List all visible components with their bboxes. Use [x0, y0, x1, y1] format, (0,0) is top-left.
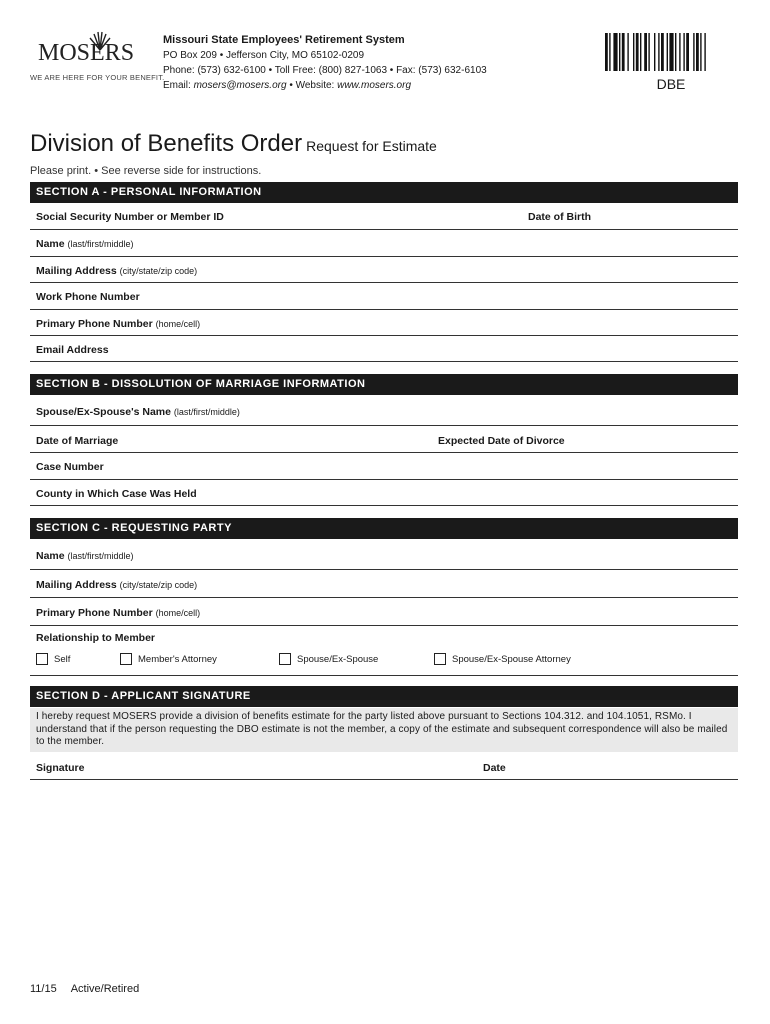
barcode-bar [693, 33, 694, 71]
barcode-bar [679, 33, 680, 71]
org-name: Missouri State Employees' Retirement System [163, 34, 405, 46]
attestation-text: I hereby request MOSERS provide a division of benefits estimate for the party listed above pursuant to Sections 104.312. and 104.1051, RSMo. I understand that if the person requesting the DBO estimate is not the member, a copy of the estimate and subsequent correspondence will also be mailed to the member. [30, 708, 738, 752]
footer [30, 983, 139, 995]
field-requester-name-row[interactable] [30, 539, 738, 570]
barcode-bar [661, 33, 664, 71]
date-marriage-label: Date of Marriage [36, 435, 119, 447]
field-mailing-row[interactable] [30, 257, 738, 283]
name-label: Name (last/first/middle) [36, 238, 134, 250]
barcode-bar [683, 33, 684, 71]
checkbox-spouse-attorney[interactable]: Spouse/Ex-Spouse Attorney [434, 653, 571, 665]
form-status: Active/Retired [70, 983, 140, 995]
field-primary-phone-row[interactable] [30, 310, 738, 336]
email-link[interactable]: mosers@mosers.org [193, 80, 287, 91]
barcode-bar [696, 33, 699, 71]
logo-tagline: WE ARE HERE FOR YOUR BENEFIT. [30, 73, 165, 82]
requester-mailing-label: Mailing Address (city/state/zip code) [36, 579, 198, 591]
relationship-options [30, 653, 738, 673]
requester-name-label: Name (last/first/middle) [36, 550, 134, 562]
barcode-bar [627, 33, 628, 71]
barcode-bar [605, 33, 608, 71]
form-revision: 11/15 [30, 983, 57, 995]
barcode-bar [619, 33, 620, 71]
expected-divorce-label: Expected Date of Divorce [438, 435, 565, 447]
org-email-website [163, 78, 487, 93]
checkbox-spouse-box [279, 653, 291, 665]
barcode-bar [640, 33, 641, 71]
website-label: • Website: [289, 80, 335, 91]
barcode-bar [622, 33, 625, 71]
signature-row[interactable] [30, 752, 738, 780]
barcode-bar [669, 33, 673, 71]
field-email-row[interactable] [30, 336, 738, 362]
barcode-bar [675, 33, 676, 71]
checkbox-spouse[interactable]: Spouse/Ex-Spouse [279, 653, 378, 665]
requester-phone-label: Primary Phone Number (home/cell) [36, 607, 201, 619]
logo-wordmark: MOSERS [38, 40, 135, 66]
section-b-header: SECTION B - DISSOLUTION OF MARRIAGE INFORMATION [30, 374, 738, 395]
checkbox-self[interactable]: Self [36, 653, 70, 665]
signature-date-label: Date [483, 762, 506, 774]
barcode-bar [704, 33, 705, 71]
checkbox-self-box [36, 653, 48, 665]
checkbox-spouse-attorney-box [434, 653, 446, 665]
spouse-label: Spouse/Ex-Spouse's Name (last/first/middle) [36, 406, 240, 418]
field-requester-mailing-row[interactable] [30, 570, 738, 598]
form-code: DBE [656, 76, 686, 92]
field-spouse-row[interactable] [30, 395, 738, 426]
ssn-label: Social Security Number or Member ID [36, 211, 224, 223]
checkbox-attorney-box [120, 653, 132, 665]
mailing-label: Mailing Address (city/state/zip code) [36, 265, 198, 277]
instructions-line: Please print. • See reverse side for instructions. [30, 165, 262, 177]
barcode-bar [636, 33, 639, 71]
field-name-row[interactable] [30, 230, 738, 257]
field-marriage-row[interactable] [30, 426, 738, 453]
barcode-bar [654, 33, 655, 71]
org-contact-block [163, 33, 487, 93]
section-c-header: SECTION C - REQUESTING PARTY [30, 518, 738, 539]
barcode-bar [648, 33, 649, 71]
email-label: Email: [163, 80, 191, 91]
title-main: Division of Benefits Order [30, 130, 303, 157]
relationship-label: Relationship to Member [36, 632, 156, 644]
field-requester-phone-row[interactable] [30, 598, 738, 626]
checkbox-members-attorney[interactable]: Member's Attorney [120, 653, 217, 665]
title-subtitle: Request for Estimate [306, 138, 437, 154]
field-work-phone-row[interactable] [30, 283, 738, 310]
field-case-number-row[interactable] [30, 453, 738, 480]
county-label: County in Which Case Was Held [36, 488, 197, 500]
email-address-label: Email Address [36, 344, 109, 356]
section-a-header: SECTION A - PERSONAL INFORMATION [30, 182, 738, 203]
barcode-bar [686, 33, 689, 71]
signature-label: Signature [36, 762, 85, 774]
barcode-bar [700, 33, 701, 71]
field-county-row[interactable] [30, 480, 738, 506]
case-number-label: Case Number [36, 461, 104, 473]
dob-label: Date of Birth [528, 211, 591, 223]
barcode-bar [644, 33, 647, 71]
barcode-bar [667, 33, 668, 71]
barcode-bar [633, 33, 634, 71]
org-phones: Phone: (573) 632-6100 • Toll Free: (800) 827-1063 • Fax: (573) 632-6103 [163, 65, 487, 76]
barcode-bar [658, 33, 659, 71]
section-d-header: SECTION D - APPLICANT SIGNATURE [30, 686, 738, 707]
field-ssn-row[interactable] [30, 203, 738, 230]
barcode-bar [609, 33, 610, 71]
website-link[interactable]: www.mosers.org [337, 80, 411, 91]
org-address: PO Box 209 • Jefferson City, MO 65102-0209 [163, 50, 365, 61]
primary-phone-label: Primary Phone Number (home/cell) [36, 318, 201, 330]
barcode [605, 33, 737, 71]
barcode-bar [613, 33, 617, 71]
page-title [30, 130, 437, 158]
work-phone-label: Work Phone Number [36, 291, 140, 303]
